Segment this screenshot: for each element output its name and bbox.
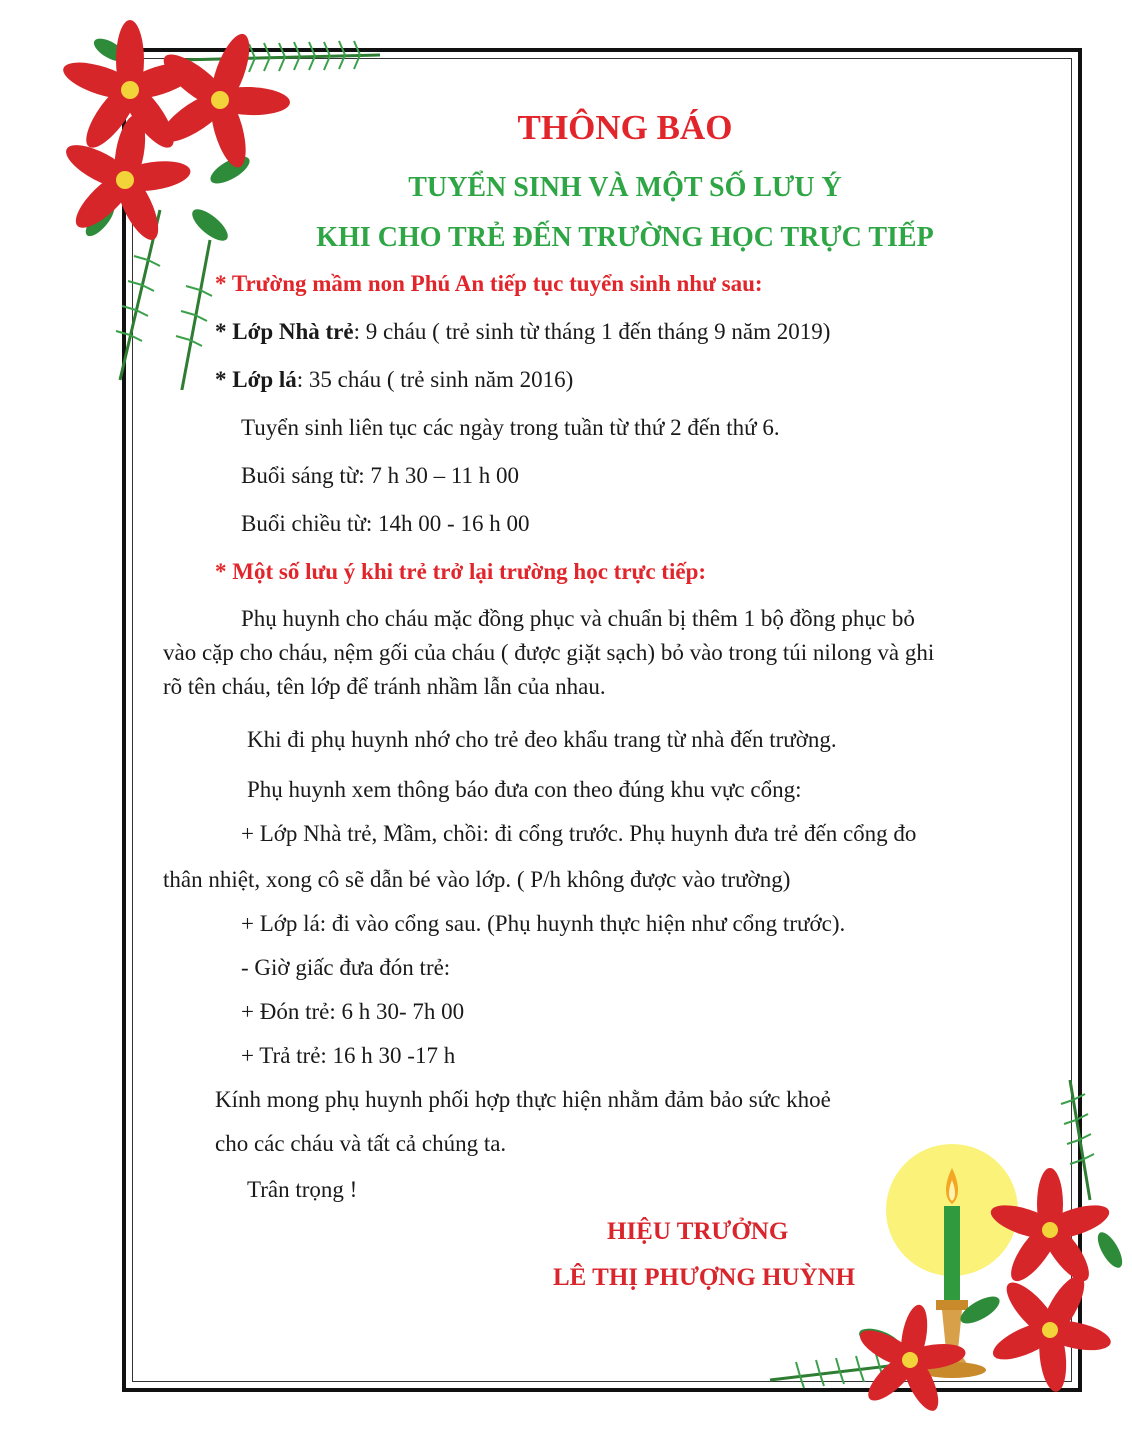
gate-instruction: Phụ huynh xem thông báo đưa con theo đúng khu vực cổng: (247, 777, 802, 802)
notes-paragraph-1-line-1: Phụ huynh cho cháu mặc đồng phục và chuẩn bị thêm 1 bộ đồng phục bỏ (241, 606, 915, 631)
notes-paragraph-1-line-2: vào cặp cho cháu, nệm gối của cháu ( được giặt sạch) bỏ vào trong túi nilong và ghi (163, 640, 935, 665)
dropoff-time: + Đón trẻ: 6 h 30- 7h 00 (241, 999, 465, 1024)
notes-heading: * Một số lưu ý khi trẻ trở lại trường học trực tiếp: (215, 559, 707, 584)
nursery-class-label: * Lớp Nhà trẻ (215, 319, 354, 344)
morning-hours: Buổi sáng từ: 7 h 30 – 11 h 00 (241, 463, 520, 488)
nursery-class-line (215, 318, 830, 347)
notes-paragraph-1-line-3: rõ tên cháu, tên lớp để tránh nhầm lẫn của nhau. (163, 674, 606, 699)
afternoon-hours: Buổi chiều từ: 14h 00 - 16 h 00 (241, 511, 530, 536)
regards: Trân trọng ! (247, 1177, 358, 1202)
enrollment-schedule: Tuyển sinh liên tục các ngày trong tuần từ thứ 2 đến thứ 6. (241, 415, 780, 440)
signature-name: LÊ THỊ PHƯỢNG HUỲNH (553, 1264, 856, 1291)
leaf-class-text: : 35 cháu ( trẻ sinh năm 2016) (296, 367, 574, 392)
nursery-class-text: : 9 cháu ( trẻ sinh từ tháng 1 đến tháng 9 năm 2019) (353, 319, 831, 344)
signature-role: HIỆU TRƯỞNG (607, 1218, 789, 1245)
closing-line-2: cho các cháu và tất cả chúng ta. (215, 1131, 507, 1156)
enrollment-heading: * Trường mầm non Phú An tiếp tục tuyển sinh như sau: (215, 271, 763, 296)
subtitle-line-2: KHI CHO TRẺ ĐẾN TRƯỜNG HỌC TRỰC TIẾP (316, 222, 934, 253)
front-gate-line-1: + Lớp Nhà trẻ, Mầm, chồi: đi cổng trước. Phụ huynh đưa trẻ đến cổng đo (241, 821, 917, 846)
mask-reminder: Khi đi phụ huynh nhớ cho trẻ đeo khẩu trang từ nhà đến trường. (247, 727, 837, 752)
pickup-schedule-heading: - Giờ giấc đưa đón trẻ: (241, 955, 451, 980)
candle-icon (760, 1080, 1132, 1440)
notice-title: THÔNG BÁO (517, 108, 733, 147)
back-gate-line: + Lớp lá: đi vào cổng sau. (Phụ huynh thực hiện như cổng trước). (241, 911, 846, 936)
leaf-class-line (215, 366, 573, 395)
subtitle-line-1: TUYỂN SINH VÀ MỘT SỐ LƯU Ý (408, 172, 842, 203)
closing-line-1: Kính mong phụ huynh phối hợp thực hiện nhằm đảm bảo sức khoẻ (215, 1087, 831, 1112)
pickup-time: + Trả trẻ: 16 h 30 -17 h (241, 1043, 456, 1068)
leaf-class-label: * Lớp lá (215, 367, 297, 392)
front-gate-line-2: thân nhiệt, xong cô sẽ dẫn bé vào lớp. ( P/h không được vào trường) (163, 867, 791, 892)
